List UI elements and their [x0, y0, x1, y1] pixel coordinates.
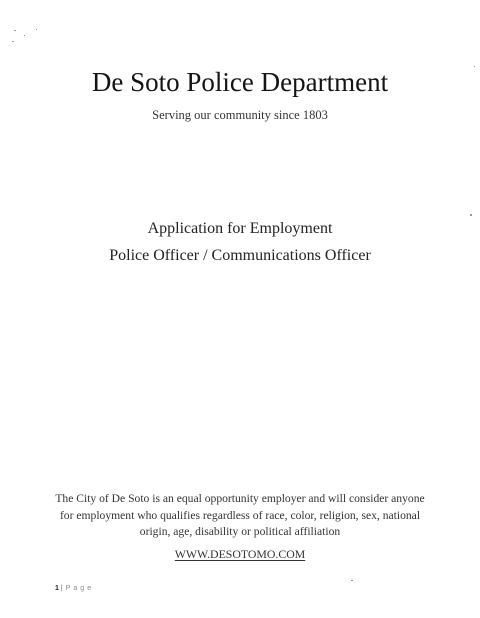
scan-speck	[12, 41, 14, 42]
scan-speck	[36, 29, 37, 30]
page-footer	[55, 584, 94, 594]
tagline: Serving our community since 1803	[152, 108, 328, 122]
application-title: Application for Employment	[147, 220, 333, 237]
website-link[interactable]: WWW.DESOTOMO.COM	[174, 547, 306, 561]
scan-speck	[24, 35, 25, 36]
footer-separator: |	[60, 585, 63, 592]
scan-speck	[470, 214, 472, 216]
page-title: De Soto Police Department	[91, 67, 389, 97]
scan-speck	[14, 30, 16, 31]
page-number: 1	[55, 585, 59, 592]
page-word: Page	[65, 585, 95, 592]
scan-speck	[351, 580, 353, 581]
application-positions: Police Officer / Communications Officer	[109, 247, 371, 264]
equal-opportunity-statement: The City of De Soto is an equal opportunity employer and will consider anyone for employment who qualifies regardless of race, color, religion, sex, national origin, age, disability or political affiliation	[55, 492, 425, 538]
website-row	[0, 546, 480, 562]
